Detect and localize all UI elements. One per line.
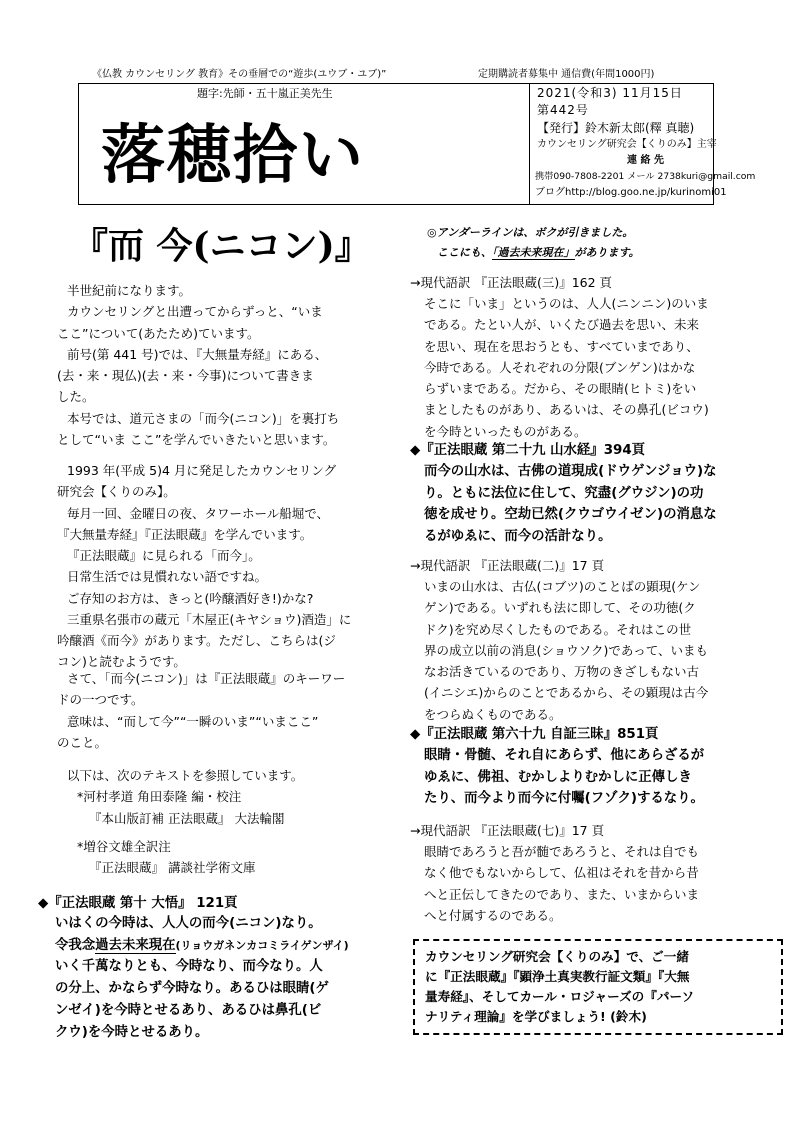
masthead-divider [529,84,530,204]
translation-heading-2: →現代語訳 『正法眼蔵(二)』17 頁 [410,558,605,573]
section-body-daigo: いはくの今時は、人人の而今(ニコン)なり。 令我念過去未来現在(リョウガネンカコミライゲンザイ) いく千萬なりとも、今時なり、而今なり。人 の分上、かならず今時なり。あるひは眼睛(ゲ ンゼイ)を今時とせるあり、あるひは鼻孔(ビ クウ)を今時とせるあり。 [55,916,349,1040]
study-group-invitation: カウンセリング研究会【くりのみ】で、ご一緒 に『正法眼蔵』『顕浄土真実教行証文類』『大無 量寿経』、そしてカール・ロジャーズの『パーソ ナリティ理論』を学びましょう! (鈴木) [413,939,783,1035]
subscription-notice: 定期購読者募集中 通信費(年間1000円) [478,69,655,80]
translation-heading-1: →現代語訳 『正法眼蔵(三)』162 頁 [410,275,613,290]
section-body-jisho-zanmai: 眼睛・骨髄、それ自にあらず、他にあらざるが ゆゑに、佛祖、むかしよりむかしに正傳しき たり、而今より而今に付囑(フゾク)するなり。 [424,748,705,807]
section-body-sansuikyo: 而今の山水は、古佛の道現成(ドウゲンジョウ)な り。ともに法位に住して、究盡(グウジン)の功 徳を成せり。空劫已然(クウゴウイゼン)の消息な るがゆゑに、而今の活計なり。 [424,464,717,545]
blog-link[interactable]: ブログhttp://blog.goo.ne.jp/kurinomi01 [535,187,727,198]
section-heading-jisho-zanmai: ◆『正法眼蔵 第六十九 自証三昧』851頁 [410,727,659,742]
calligraphy-credit: 題字:先師・五十嵐正美先生 [197,87,333,100]
section-heading-daigo: ◆『正法眼蔵 第十 大悟』 121頁 [38,896,238,911]
phone-email[interactable]: 携帯090-7808-2201 メール 2738kuri@gmail.com [535,171,756,182]
left-para-2: 1993 年(平成 5)4 月に発足したカウンセリング 研究会【くりのみ】。 毎月一回、金曜日の夜、タワーホール船堀で、 『大無量寿経』『正法眼蔵』を学んでいます。 [57,463,337,542]
issue-number: 第442号 [537,103,589,117]
section-heading-sansuikyo: ◆『正法眼蔵 第二十九 山水経』394頁 [410,443,646,458]
translation-heading-3: →現代語訳 『正法眼蔵(七)』17 頁 [410,823,605,838]
left-para-6: *増谷文雄全訳注 『正法眼蔵』 講談社学術文庫 [77,839,256,876]
publisher: 【発行】鈴木新太郎(釋 真聴) [537,121,695,135]
underline-kako-mirai-genzai: 過去未来現在 [95,937,176,953]
issue-date: 2021(令和3) 11月15日 [537,86,683,100]
translation-body-3: 眼睛であろうと吾が髄であろうと、それは自でも なく他でもないからして、仏祖はそれを昔から昔 へと正伝してきたのであり、また、いまからいま へと付属するのである。 [424,844,700,923]
underline-note: ◎アンダーラインは、ボクが引きました。 ここにも、「過去未来現在」があります。 [427,226,640,259]
left-para-4: さて、「而今(ニコン)」は『正法眼蔵』のキーワー ドの一つです。 意味は、“而して今”“一瞬のいま”“いまここ” のこと。 [57,671,346,750]
top-tagline: 《仏教 カウンセリング 教育》その垂層での“遊歩(ユウブ・ユブ)” [92,69,387,80]
organization: カウンセリング研究会【くりのみ】主宰 [537,139,717,150]
contact-label: 連 絡 先 [627,155,664,166]
left-para-3: 『正法眼蔵』に見られる「而今」。 日常生活では見慣れない語ですね。 ご存知のお方は、きっと(吟醸酒好き!)かな? 三重県名張市の蔵元「木屋正(キヤショウ)酒造」に 吟醸酒《而今》があります。ただし、こちらは(ジ コン)と読むようです。 [57,548,352,670]
left-para-5: 以下は、次のテキストを参照しています。 *河村孝道 角田泰隆 編・校注 『本山版訂補 正法眼蔵』 大法輪閣 [67,768,304,826]
translation-body-1: そこに「いま」というのは、人人(ニンニン)のいま である。たとい人が、いくたび過去を思い、未来 を思い、現在を思おうとも、すべていまであり、 今時である。人それぞれの分限(ブンゲン)はかな らずいまである。だから、その眼睛(ヒトミ)をい まとしたものがあり、あるいは、その鼻孔(ビコウ) を今時といったものがある。 [424,296,709,439]
left-para-1: 半世紀前になります。 カウンセリングと出遭ってからずっと、“いま ここ”について(あたため)ています。 前号(第 441 号)では、『大無量寿経』にある、 (去・来・現仏)(去・来・今事)について書きま した。 本号では、道元さまの「而今(ニコン)」を裏打ち として“いま ここ”を学んでいきたいと思います。 [57,283,340,448]
newsletter-logo: 落穂拾い [101,118,365,193]
masthead [78,83,756,205]
translation-body-2: いまの山水は、古仏(コブツ)のことばの顕現(ケン ゲン)である。いずれも法に即して、その功徳(ク ドク)を究め尽くしたものである。それはこの世 界の成立以前の消息(ショウソク)であって、いまも なお活きているのであり、万物のきざしもない古 (イニシエ)からのことであるから、その顕現は古今 をつらぬくものである。 [424,579,709,722]
main-title: 『而 今(ニコン)』 [72,225,371,267]
